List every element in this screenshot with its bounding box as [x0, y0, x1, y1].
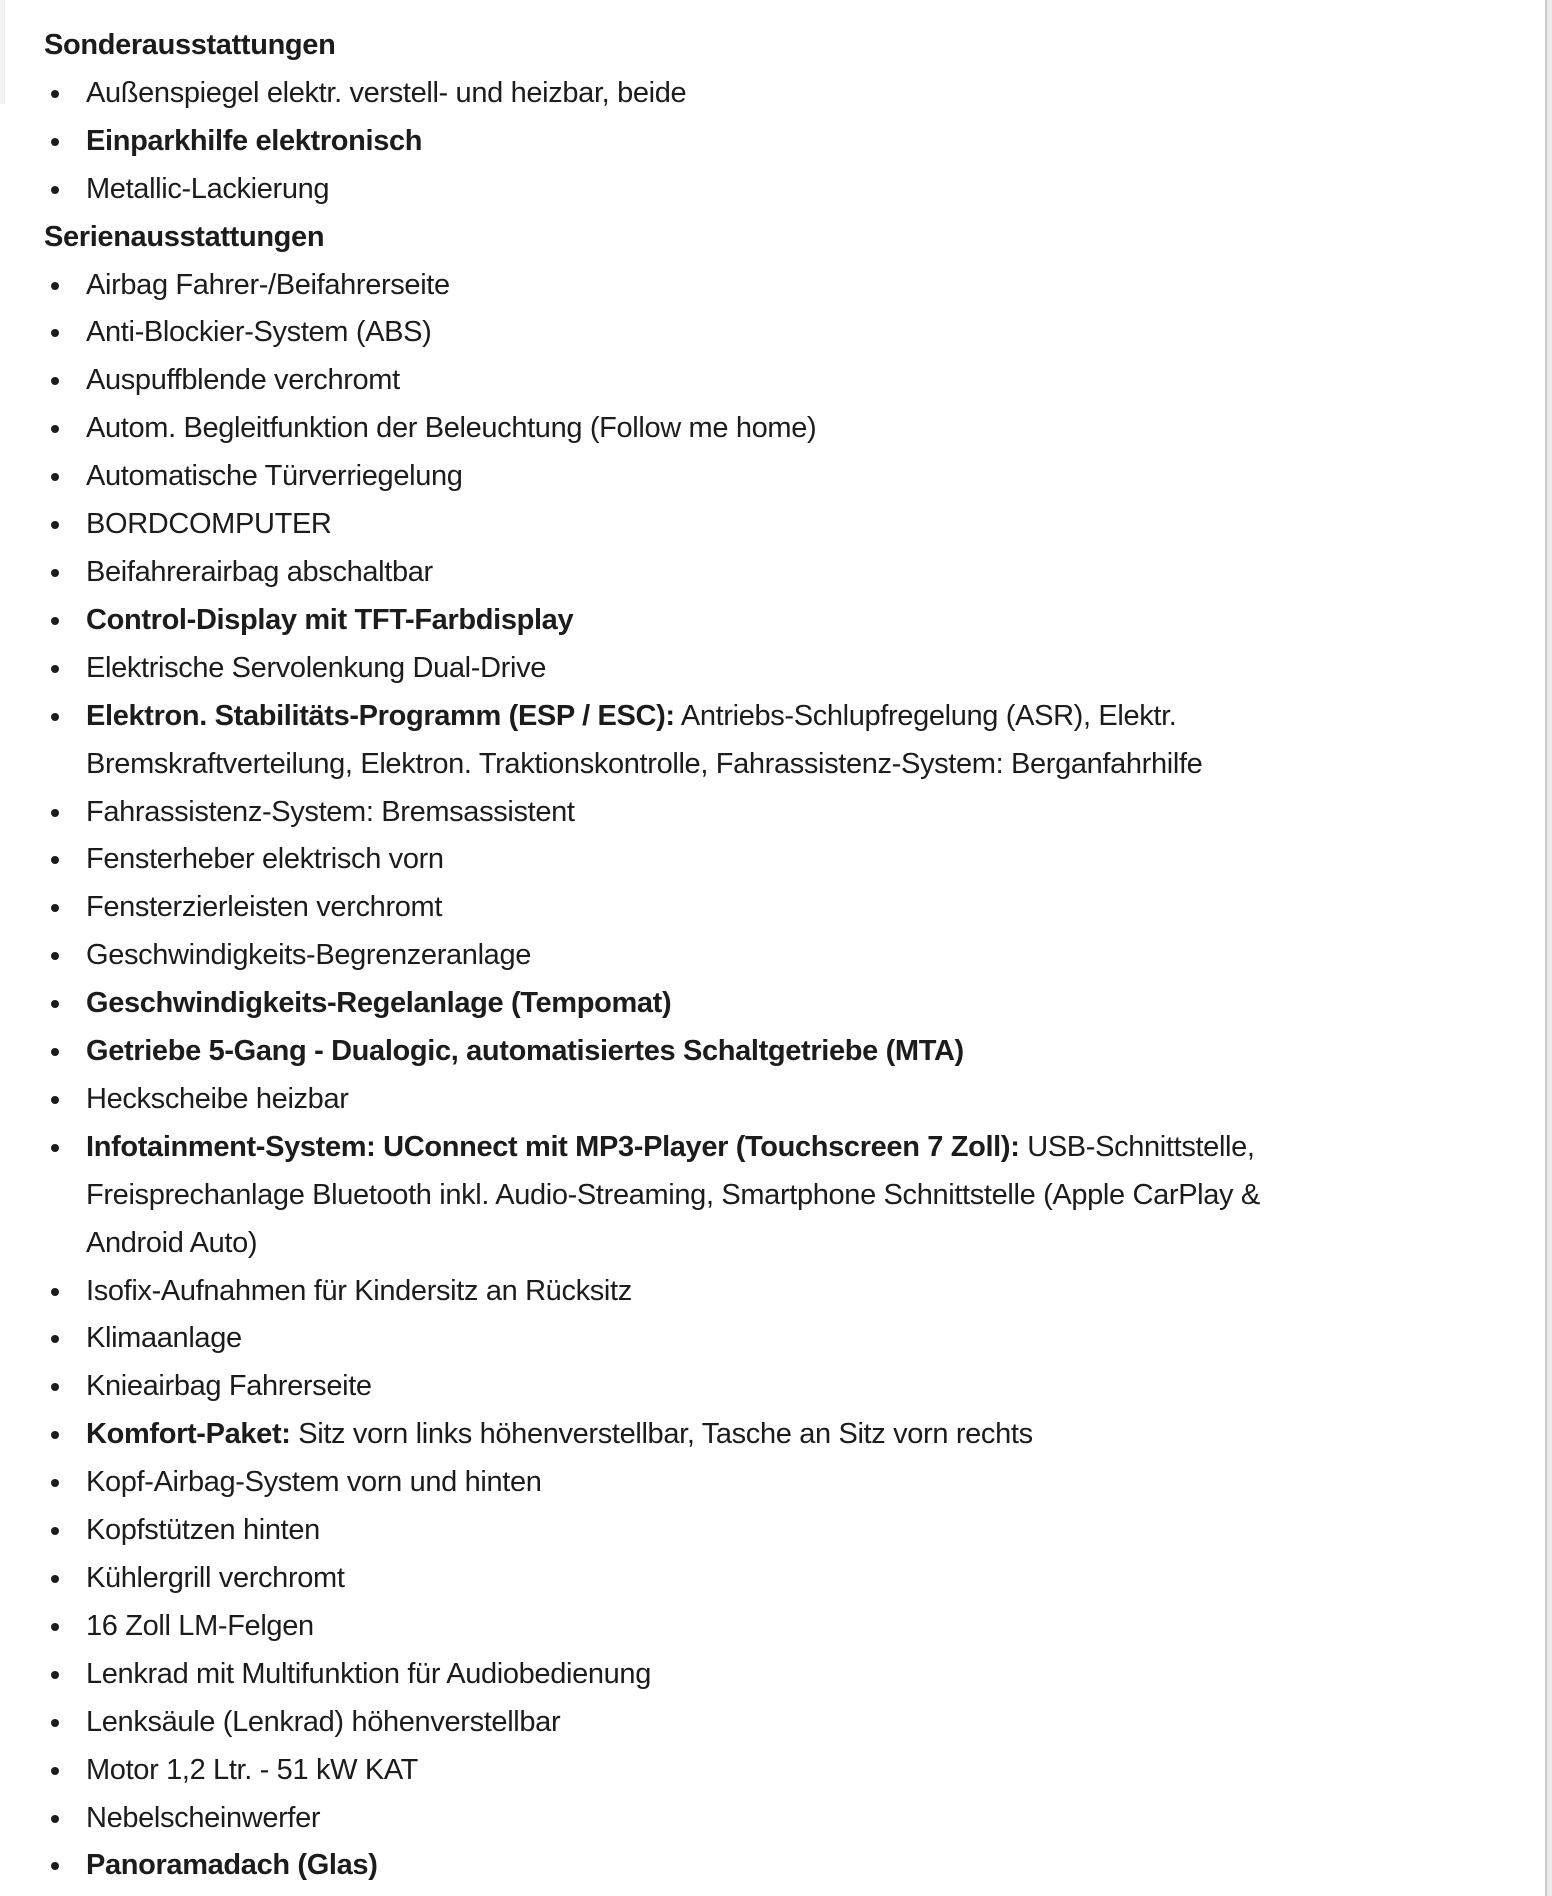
left-panel-edge — [0, 0, 5, 104]
list-item — [44, 645, 1504, 693]
list-item — [44, 1268, 1504, 1316]
list-item — [44, 70, 1504, 118]
list-item-line — [86, 836, 1504, 884]
list-item-line — [86, 1842, 1504, 1890]
list-item — [44, 1315, 1504, 1363]
feature-detail: Kopfstützen hinten — [86, 1514, 320, 1547]
feature-name: Geschwindigkeits-Regelanlage (Tempomat) — [86, 987, 672, 1020]
feature-name: Infotainment-System: UConnect mit MP3-Player (Touchscreen 7 Zoll): — [86, 1130, 1020, 1163]
list-item — [44, 1124, 1504, 1268]
list-item — [44, 1028, 1504, 1076]
feature-detail: Geschwindigkeits-Begrenzeranlage — [86, 939, 531, 972]
feature-detail: Fensterheber elektrisch vorn — [86, 843, 444, 876]
feature-detail: Fahrassistenz-System: Bremsassistent — [86, 795, 575, 828]
feature-detail: Beifahrerairbag abschaltbar — [86, 555, 433, 588]
list-item — [44, 1747, 1504, 1795]
list-item-line — [86, 1076, 1504, 1124]
list-item-line — [86, 405, 1504, 453]
sonderausstattungen-list — [44, 70, 1504, 214]
list-item — [44, 1555, 1504, 1603]
section-title-sonderausstattungen: Sonderausstattungen — [44, 29, 336, 61]
list-item — [44, 1076, 1504, 1124]
feature-detail: Knieairbag Fahrerseite — [86, 1370, 372, 1403]
feature-detail: Isofix-Aufnahmen für Kindersitz an Rücksitz — [86, 1274, 632, 1307]
feature-detail: Heckscheibe heizbar — [86, 1082, 349, 1115]
list-item — [44, 1842, 1504, 1890]
list-item — [44, 1411, 1504, 1459]
feature-detail: Automatische Türverriegelung — [86, 460, 463, 493]
list-item-line — [86, 166, 1504, 214]
feature-detail: Lenksäule (Lenkrad) höhenverstellbar — [86, 1705, 561, 1738]
feature-detail: Anti-Blockier-System (ABS) — [86, 316, 432, 349]
serienausstattungen-list — [44, 262, 1504, 1891]
feature-detail: Außenspiegel elektr. verstell- und heizbar, beide — [86, 76, 687, 109]
list-item-line — [86, 453, 1504, 501]
list-item-line — [86, 70, 1504, 118]
feature-detail: Elektrische Servolenkung Dual-Drive — [86, 651, 547, 684]
list-item — [44, 980, 1504, 1028]
list-item — [44, 1651, 1504, 1699]
scrollbar[interactable] — [1545, 0, 1552, 1896]
list-item-line — [86, 980, 1504, 1028]
list-item-line — [86, 1124, 1504, 1172]
list-item-line — [86, 1747, 1504, 1795]
list-item — [44, 1507, 1504, 1555]
feature-detail: Airbag Fahrer-/Beifahrerseite — [86, 268, 450, 301]
list-item-line — [86, 262, 1504, 310]
list-item-line — [86, 884, 1504, 932]
feature-detail: Metallic-Lackierung — [86, 172, 330, 205]
list-item — [44, 357, 1504, 405]
feature-detail-continued: Freisprechanlage Bluetooth inkl. Audio-Streaming, Smartphone Schnittstelle (Apple CarPlay & — [86, 1178, 1260, 1211]
feature-detail: Lenkrad mit Multifunktion für Audiobedienung — [86, 1657, 651, 1690]
feature-name: Panoramadach (Glas) — [86, 1849, 378, 1882]
list-item-line — [86, 932, 1504, 980]
list-item — [44, 693, 1504, 789]
list-item-line — [86, 1028, 1504, 1076]
list-item-line — [86, 1555, 1504, 1603]
list-item — [44, 166, 1504, 214]
feature-detail: Motor 1,2 Ltr. - 51 kW KAT — [86, 1753, 419, 1786]
feature-detail: BORDCOMPUTER — [86, 508, 332, 541]
list-item — [44, 453, 1504, 501]
list-item — [44, 932, 1504, 980]
list-item-line — [86, 501, 1504, 549]
feature-name: Einparkhilfe elektronisch — [86, 124, 423, 157]
feature-detail: Kopf-Airbag-System vorn und hinten — [86, 1466, 542, 1499]
list-item — [44, 1795, 1504, 1843]
feature-name: Control-Display mit TFT-Farbdisplay — [86, 603, 574, 636]
list-item — [44, 1699, 1504, 1747]
feature-detail: Autom. Begleitfunktion der Beleuchtung (Follow me home) — [86, 412, 817, 445]
list-item-line — [86, 1795, 1504, 1843]
feature-detail: Antriebs-Schlupfregelung (ASR), Elektr. — [674, 699, 1177, 732]
list-item — [44, 597, 1504, 645]
feature-detail: Klimaanlage — [86, 1322, 242, 1355]
list-item — [44, 1603, 1504, 1651]
feature-detail: Nebelscheinwerfer — [86, 1801, 321, 1834]
list-item-line — [86, 1651, 1504, 1699]
list-item-line — [86, 357, 1504, 405]
list-item — [44, 884, 1504, 932]
equipment-list — [44, 22, 1504, 1890]
list-item-line — [86, 549, 1504, 597]
list-item-line — [86, 597, 1504, 645]
feature-detail-continued: Bremskraftverteilung, Elektron. Traktionskontrolle, Fahrassistenz-System: Berganfahrhilfe — [86, 747, 1203, 780]
list-item-line — [86, 1699, 1504, 1747]
feature-detail: Fensterzierleisten verchromt — [86, 891, 443, 924]
list-item-line — [86, 118, 1504, 166]
list-item — [44, 789, 1504, 837]
list-item — [44, 549, 1504, 597]
feature-name: Komfort-Paket: — [86, 1418, 291, 1451]
list-item — [44, 405, 1504, 453]
list-item-line — [86, 1363, 1504, 1411]
feature-detail: Sitz vorn links höhenverstellbar, Tasche an Sitz vorn rechts — [290, 1418, 1033, 1451]
feature-name: Elektron. Stabilitäts-Programm (ESP / ESC): — [86, 699, 675, 732]
feature-detail: USB-Schnittstelle, — [1019, 1130, 1255, 1163]
feature-detail: Auspuffblende verchromt — [86, 364, 400, 397]
list-item — [44, 309, 1504, 357]
list-item — [44, 1363, 1504, 1411]
feature-detail-continued: Android Auto) — [86, 1226, 258, 1259]
list-item-line — [86, 1268, 1504, 1316]
list-item — [44, 118, 1504, 166]
list-item-line — [86, 1507, 1504, 1555]
list-item — [44, 836, 1504, 884]
list-item-line — [86, 309, 1504, 357]
feature-detail: Kühlergrill verchromt — [86, 1562, 345, 1594]
feature-detail: 16 Zoll LM-Felgen — [86, 1609, 314, 1642]
list-item-line — [86, 1459, 1504, 1507]
list-item — [44, 262, 1504, 310]
list-item-line — [86, 693, 1504, 741]
list-item-line — [86, 789, 1504, 837]
list-item — [44, 1459, 1504, 1507]
list-item-line — [86, 1315, 1504, 1363]
feature-name: Getriebe 5-Gang - Dualogic, automatisiertes Schaltgetriebe (MTA) — [86, 1035, 964, 1068]
section-title-serienausstattungen: Serienausstattungen — [44, 220, 325, 253]
list-item — [44, 501, 1504, 549]
list-item-line — [86, 1411, 1504, 1459]
list-item-line — [86, 645, 1504, 693]
list-item-line — [86, 1603, 1504, 1651]
